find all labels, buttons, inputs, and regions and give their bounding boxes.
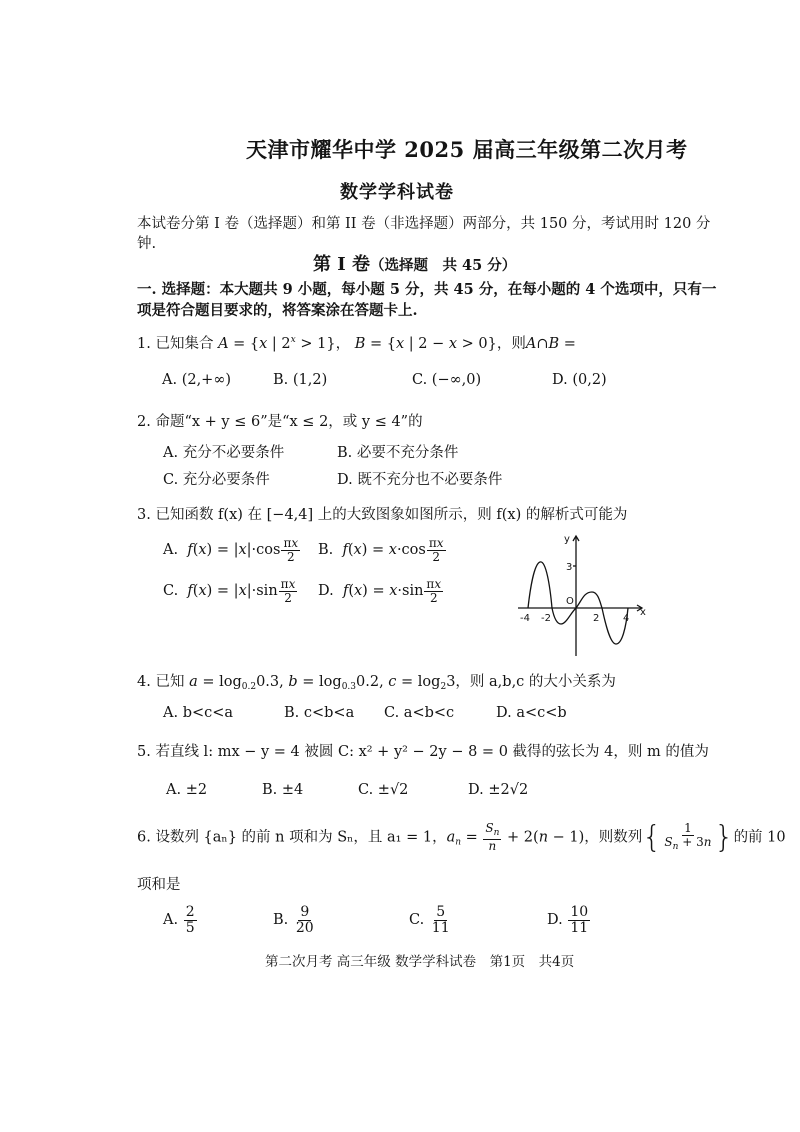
origin-label: O xyxy=(566,596,574,607)
q4-option-a[interactable]: A. b<c<a xyxy=(163,705,234,721)
q2-option-d[interactable]: D. 既不充分也不必要条件 xyxy=(337,472,503,488)
exam-subtitle: 数学学科试卷 xyxy=(340,182,454,203)
q3-option-a[interactable]: A. f(x) = |x|·cos $\frac{\pi x}{2}$ xyxy=(163,536,299,564)
q6-stem-line-2: 项和是 xyxy=(137,877,181,893)
intro-line-1: 本试卷分第 I 卷（选择题）和第 II 卷（非选择题）两部分，共 150 分，考试用时 120 分 xyxy=(137,216,711,232)
section-heading-main: 第 I 卷 xyxy=(313,254,370,275)
q2-option-a[interactable]: A. 充分不必要条件 xyxy=(163,445,285,461)
q2-option-c[interactable]: C. 充分必要条件 xyxy=(163,472,270,488)
q3-option-d[interactable]: D. f(x) = x·sin $\frac{\pi x}{2}$ xyxy=(318,577,442,605)
q4-stem: 4. 已知 $a = \log_{0.2}0.3$, $b = \log_{0.3}0.2$, $c = \log_23$，则 a,b,c 的大小关系为 xyxy=(137,674,616,692)
q3-text: 已知函数 f(x) 在 [−4,4] 上的大致图象如图所示，则 f(x) 的解析式可能为 xyxy=(155,507,628,523)
q2-text: 命题“x + y ≤ 6”是“x ≤ 2，或 y ≤ 4”的 xyxy=(155,414,423,430)
q5-number: 5. xyxy=(137,744,151,760)
tick-label-2: 2 xyxy=(593,613,600,624)
tick-label-neg4: -4 xyxy=(520,613,530,624)
q5-option-b[interactable]: B. ±4 xyxy=(262,782,304,798)
q5-option-c[interactable]: C. ±√2 xyxy=(358,782,409,798)
q4-option-c[interactable]: C. a<b<c xyxy=(384,705,455,721)
section-heading-paren: （选择题 共 45 分） xyxy=(369,257,517,274)
q1-option-c[interactable]: C. (−∞,0) xyxy=(412,372,482,388)
q1-stem: 1. 已知集合 A = {x | $2^x > 1$}， B = {x | 2 − x > 0}，则A∩B = xyxy=(137,335,576,352)
q1-option-d[interactable]: D. (0,2) xyxy=(552,372,607,388)
q6-number: 6. xyxy=(137,829,151,846)
q6-option-b[interactable]: B. $\frac{9}{20}$ xyxy=(273,904,314,936)
q4-option-d[interactable]: D. a<c<b xyxy=(496,705,567,721)
q3-number: 3. xyxy=(137,507,151,523)
page-footer: 第二次月考 高三年级 数学学科试卷 第1页 共4页 xyxy=(265,954,575,970)
exam-title: 天津市耀华中学 2025 届高三年级第二次月考 xyxy=(246,137,688,162)
q1-post: ，则 xyxy=(496,336,526,352)
q6-option-d[interactable]: D. $\frac{10}{11}$ xyxy=(547,904,589,936)
q3-option-c[interactable]: C. f(x) = |x|·sin $\frac{\pi x}{2}$ xyxy=(163,577,296,605)
q1-option-b[interactable]: B. (1,2) xyxy=(273,372,328,388)
tick-label-neg2: -2 xyxy=(541,613,551,624)
q3-graph-svg xyxy=(510,530,650,660)
q5-option-d[interactable]: D. ±2√2 xyxy=(468,782,529,798)
q2-number: 2. xyxy=(137,414,151,430)
q4-option-b[interactable]: B. c<b<a xyxy=(284,705,355,721)
intro-line-2: 钟. xyxy=(137,236,157,252)
q1-number: 1. xyxy=(137,336,151,352)
q6-post-end: 的前 10 xyxy=(733,829,786,846)
q5-option-a[interactable]: A. ±2 xyxy=(166,782,208,798)
q5-stem xyxy=(137,740,709,761)
x-axis-label: x xyxy=(640,607,646,618)
q4-post: ，则 a,b,c 的大小关系为 xyxy=(455,674,616,690)
q1-set-b: B xyxy=(354,336,366,352)
q3-function-graph xyxy=(510,530,650,660)
q2-option-b[interactable]: B. 必要不充分条件 xyxy=(337,445,459,461)
q6-post-mid: ，则数列 xyxy=(584,829,643,846)
section-instructions-2: 项是符合题目要求的，将答案涂在答题卡上. xyxy=(137,302,418,319)
q1-pre: 已知集合 xyxy=(155,336,214,352)
q3-stem xyxy=(137,503,627,524)
section-instructions-1: 一. 选择题：本大题共 9 小题，每小题 5 分，共 45 分，在每小题的 4 个选项中，只有一 xyxy=(137,281,717,298)
q1-set-a: A xyxy=(218,336,229,352)
q3-curve xyxy=(528,562,628,644)
q2-stem xyxy=(137,410,423,431)
q6-option-c[interactable]: C. $\frac{5}{11}$ xyxy=(409,904,450,936)
q6-option-a[interactable]: A. $\frac{2}{5}$ xyxy=(163,904,195,936)
q1-option-a[interactable]: A. (2,+∞) xyxy=(162,372,232,388)
y-axis-label: y xyxy=(564,534,570,545)
q6-stem: 6. 设数列 {aₙ} 的前 n 项和为 Sₙ，且 a₁ = 1，$a_n$ = $\frac{S_n}{n}$ + 2(n − 1)，则数列{ $\frac{1}{S_n + 3n}$ }的前 10 xyxy=(137,820,786,855)
q4-number: 4. xyxy=(137,674,151,690)
q3-option-b[interactable]: B. f(x) = x·cos $\frac{\pi x}{2}$ xyxy=(318,536,444,564)
q5-text: 若直线 l: mx − y = 4 被圆 C: x² + y² − 2y − 8 = 0 截得的弦长为 4，则 m 的值为 xyxy=(155,744,709,760)
q6-pre: 设数列 {aₙ} 的前 n 项和为 Sₙ，且 a₁ = 1， xyxy=(155,829,447,846)
q4-pre: 已知 xyxy=(155,674,185,690)
tick-label-4: 4 xyxy=(623,613,630,624)
section-heading xyxy=(313,250,516,276)
tick-label-3: 3 xyxy=(566,562,573,573)
